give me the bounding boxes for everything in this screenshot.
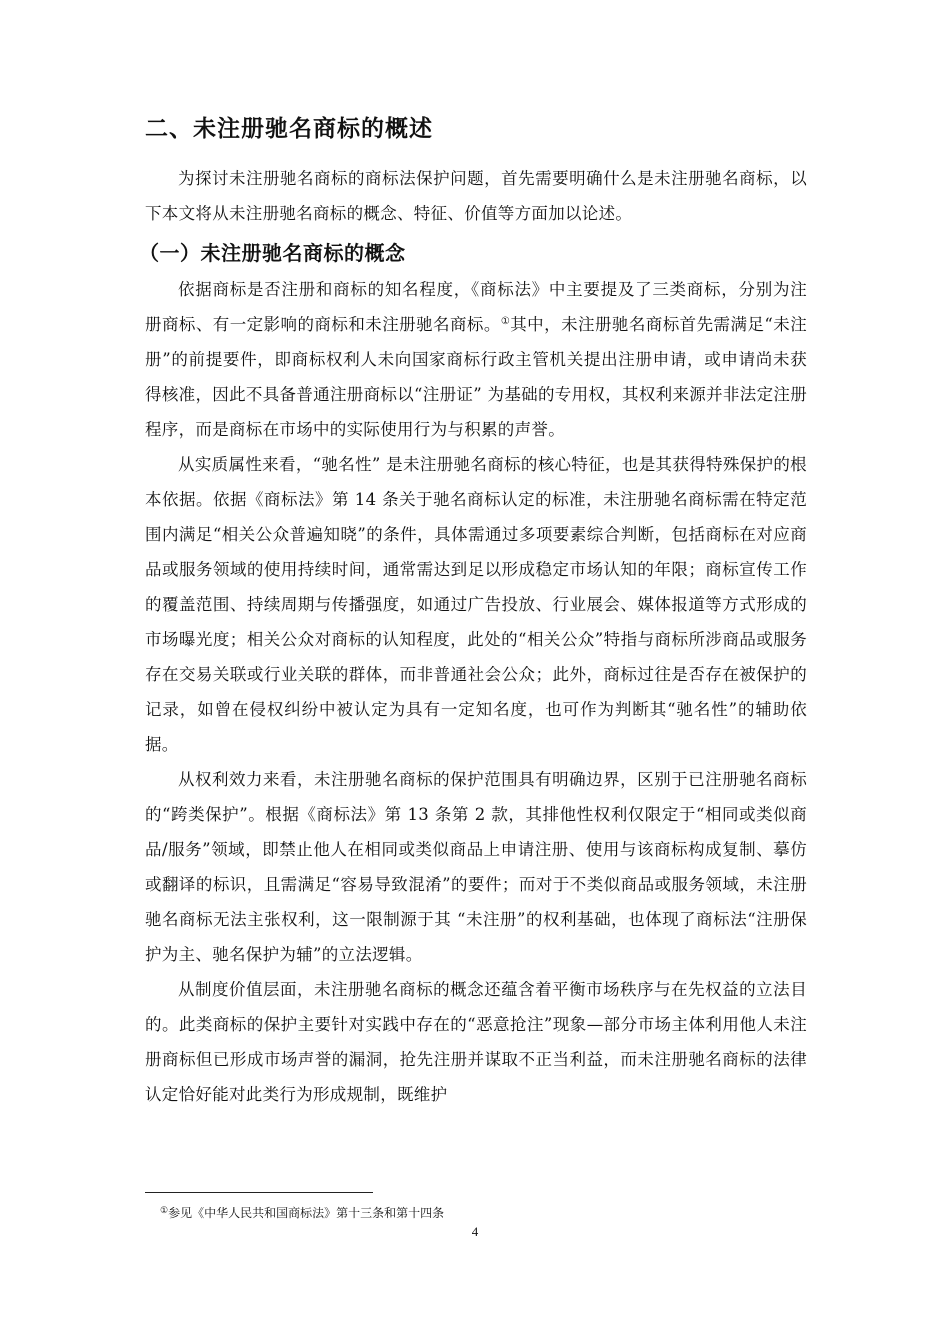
subsection-heading: （一）未注册驰名商标的概念 [139,241,406,265]
footnote-text: 参见《中华人民共和国商标法》第十三条和第十四条 [168,1206,445,1220]
footnote-reference[interactable]: ① [500,316,511,327]
paragraph-2: 从实质属性来看，“驰名性” 是未注册驰名商标的核心特征，也是其获得特殊保护的根本依据。依据《商标法》第 14 条关于驰名商标认定的标准，未注册驰名商标需在特定范围内满足“相关公众普遍知晓”的条件，具体需通过多项要素综合判断，包括商标在对应商品或服务领域的使用持续时间，通常需达到足以形成稳定市场认知的年限；商标宣传工作的覆盖范围、持续周期与传播强度，如通过广告投放、行业展会、媒体报道等方式形成的市场曝光度；相关公众对商标的认知程度，此处的“相关公众”特指与商标所涉商品或服务存在交易关联或行业关联的群体，而非普通社会公众；此外，商标过往是否存在被保护的记录，如曾在侵权纠纷中被认定为具有一定知名度，也可作为判断其“驰名性”的辅助依据。 [145,455,807,754]
paragraph-1-text-a: 依据商标是否注册和商标的知名程度，《商标法》中主要提及了三类商标，分别为注册商标、有一定影响的商标和未注册驰名商标。 [145,280,807,334]
body-content [139,110,808,1112]
paragraph-4: 从制度价值层面，未注册驰名商标的概念还蕴含着平衡市场秩序与在先权益的立法目的。此类商标的保护主要针对实践中存在的“恶意抢注”现象—部分市场主体利用他人未注册商标但已形成市场声誉的漏洞，抢先注册并谋取不正当利益，而未注册驰名商标的法律认定恰好能对此类行为形成规制，既维护 [145,980,807,1104]
intro-paragraph: 为探讨未注册驰名商标的商标法保护问题，首先需要明确什么是未注册驰名商标，以下本文将从未注册驰名商标的概念、特征、价值等方面加以论述。 [145,169,807,223]
paragraph-3: 从权利效力来看，未注册驰名商标的保护范围具有明确边界，区别于已注册驰名商标的“跨类保护”。根据《商标法》第 13 条第 2 款，其排他性权利仅限定于“相同或类似商品/服务”领域，即禁止他人在相同或类似商品上申请注册、使用与该商标构成复制、摹仿或翻译的标识，且需满足“容易导致混淆”的要件；而对于不类似商品或服务领域，未注册驰名商标无法主张权利，这一限制源于其 “未注册”的权利基础，也体现了商标法“注册保护为主、驰名保护为辅”的立法逻辑。 [145,770,807,964]
section-heading: 二、未注册驰名商标的概述 [145,116,433,142]
page-number: 4 [471,1224,479,1239]
footnote-marker: ① [160,1206,169,1216]
footnote-separator [145,1192,373,1193]
paragraph-1-text-b: 其中，未注册驰名商标首先需满足“未注册”的前提要件，即商标权利人未向国家商标行政主管机关提出注册申请，或申请尚未获得核准，因此不具备普通注册商标以“注册证” 为基础的专用权，其权利来源并非法定注册程序，而是商标在市场中的实际使用行为与积累的声誉。 [145,315,808,439]
footnote [160,1204,444,1221]
paragraph-1 [145,272,807,447]
